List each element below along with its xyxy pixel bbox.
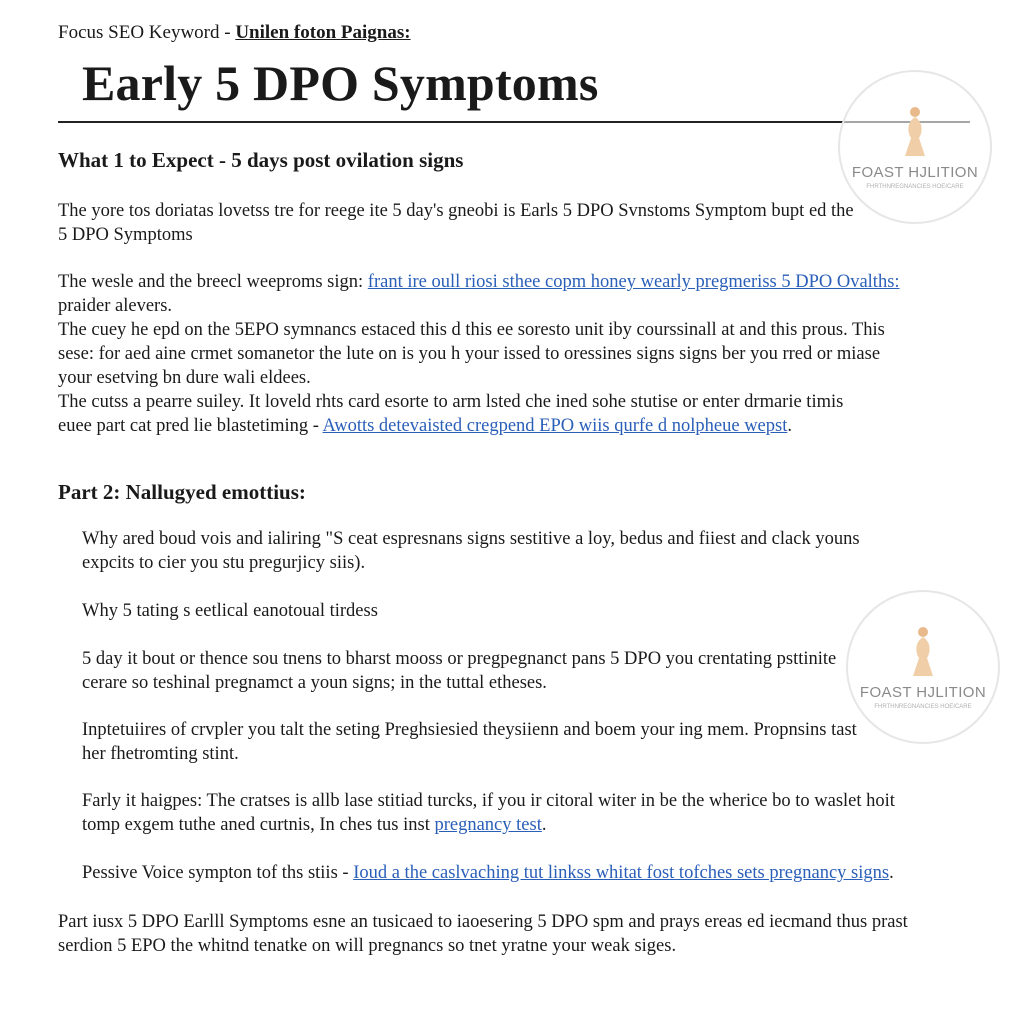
body-line-1 [58, 270, 900, 294]
part2-p1-line-2: expcits to cier you stu pregurjicy siis). [82, 553, 366, 573]
part2-p3-line-2: cerare so teshinal pregnamct a youn signs; in the tuttal etheses. [82, 673, 547, 693]
part2-paragraph-6 [82, 861, 894, 885]
part2-heading: Part 2: Nallugyed emottius: [58, 480, 306, 504]
pregnancy-test-link[interactable]: pregnancy test [434, 815, 542, 835]
footer-line-2: serdion 5 EPO the whitnd tenatke on will pregnancs so tnet yratne your weak siges. [58, 936, 677, 956]
body-link-1[interactable]: frant ire oull riosi sthee copm honey wearly pregmeriss 5 DPO Ovalths: [367, 272, 900, 292]
footer-paragraph [58, 910, 908, 958]
body-line-6: The cutss a pearre suiley. It loveld rhts card esorte to arm lsted che ined sohe stutise or enter drmarie timis [58, 392, 844, 412]
part2-paragraph-3 [82, 647, 836, 695]
part2-paragraph-1 [82, 527, 860, 575]
seal-name: FOAST HJLITION [851, 164, 979, 181]
body-line-1-text: The wesle and the breecl weeproms sign: [58, 272, 368, 292]
part2-paragraph-2: Why 5 tating s eetlical eanotoual tirdess [82, 601, 378, 621]
part2-p5-line-2 [82, 813, 895, 837]
figure-icon [905, 624, 941, 680]
part2-paragraph-5 [82, 789, 895, 837]
body-link-2[interactable]: Awotts detevaisted cregpend EPO wiis qurfe d nolpheue wepst [322, 416, 788, 436]
intro-line-2: 5 DPO Symptoms [58, 225, 193, 245]
watermark-seal [838, 70, 992, 224]
focus-keyword-line [58, 22, 411, 44]
focus-label: Focus SEO Keyword - [58, 22, 236, 43]
part2-p6-end: . [889, 863, 894, 883]
part2-p5-line-1: Farly it haigpes: The cratses is allb lase stitiad turcks, if you ir citoral witer in be the wherice bo to waslet hoit [82, 791, 895, 811]
body-line-7-text: euee part cat pred lie blastetiming - [58, 416, 323, 436]
part2-p5-line-2-text: tomp exgem tuthe aned curtnis, In ches tus inst [82, 815, 435, 835]
intro-paragraph [58, 199, 854, 247]
body-line-7-end: . [787, 416, 792, 436]
body-line-7 [58, 414, 900, 438]
body-line-5: your esetving bn dure wali eldees. [58, 368, 311, 388]
watermark-seal [846, 590, 1000, 744]
page-title: Early 5 DPO Symptoms [82, 55, 599, 111]
intro-line-1: The yore tos doriatas lovetss tre for reege ite 5 day's gneobi is Earls 5 DPO Svnstoms Symptom bupt ed the [58, 201, 854, 221]
part2-p4-line-2: her fhetromting stint. [82, 744, 239, 764]
part2-p6-text: Pessive Voice sympton tof ths stiis - [82, 863, 354, 883]
pregnancy-signs-link[interactable]: Ioud a the caslvaching tut linkss whitat fost tofches sets pregnancy signs [353, 863, 890, 883]
body-line-4: sese: for aed aine crmet somanetor the lute on is you h your issed to oressines signs signs ber you rred or miase [58, 344, 881, 364]
part2-p1-line-1: Why ared boud vois and ialiring "S ceat espresnans signs sestitive a loy, bedus and fiiest and clack youns [82, 529, 860, 549]
seal-tagline: FHRTHNREGNANCIES HOEICARE [866, 184, 964, 190]
section-subtitle: What 1 to Expect - 5 days post ovilation signs [58, 148, 464, 172]
figure-icon [897, 104, 933, 160]
body-paragraph [58, 270, 900, 438]
footer-line-1: Part iusx 5 DPO Earlll Symptoms esne an tusicaed to iaoesering 5 DPO spm and prays ereas ed iecmand thus prast [58, 912, 908, 932]
title-divider [58, 121, 970, 123]
part2-p5-line-2-end: . [541, 815, 547, 835]
body-line-3: The cuey he epd on the 5EPO symnancs estaced this d this ee soresto unit iby courssinall at and this prous. This [58, 320, 885, 340]
seal-tagline: FHRTHNREGNANCIES HOEICARE [874, 704, 972, 710]
focus-keyword: Unilen foton Paignas: [235, 22, 411, 43]
seal-name: FOAST HJLITION [859, 684, 987, 701]
body-line-2: praider alevers. [58, 296, 173, 316]
part2-p4-line-1: Inptetuiires of crvpler you talt the seting Preghsiesied theysiienn and boem your ing mem. Propnsins tast [82, 720, 857, 740]
part2-p3-line-1: 5 day it bout or thence sou tnens to bharst mooss or pregpegnanct pans 5 DPO you crentating psttinite [82, 649, 837, 669]
part2-paragraph-4 [82, 718, 857, 766]
